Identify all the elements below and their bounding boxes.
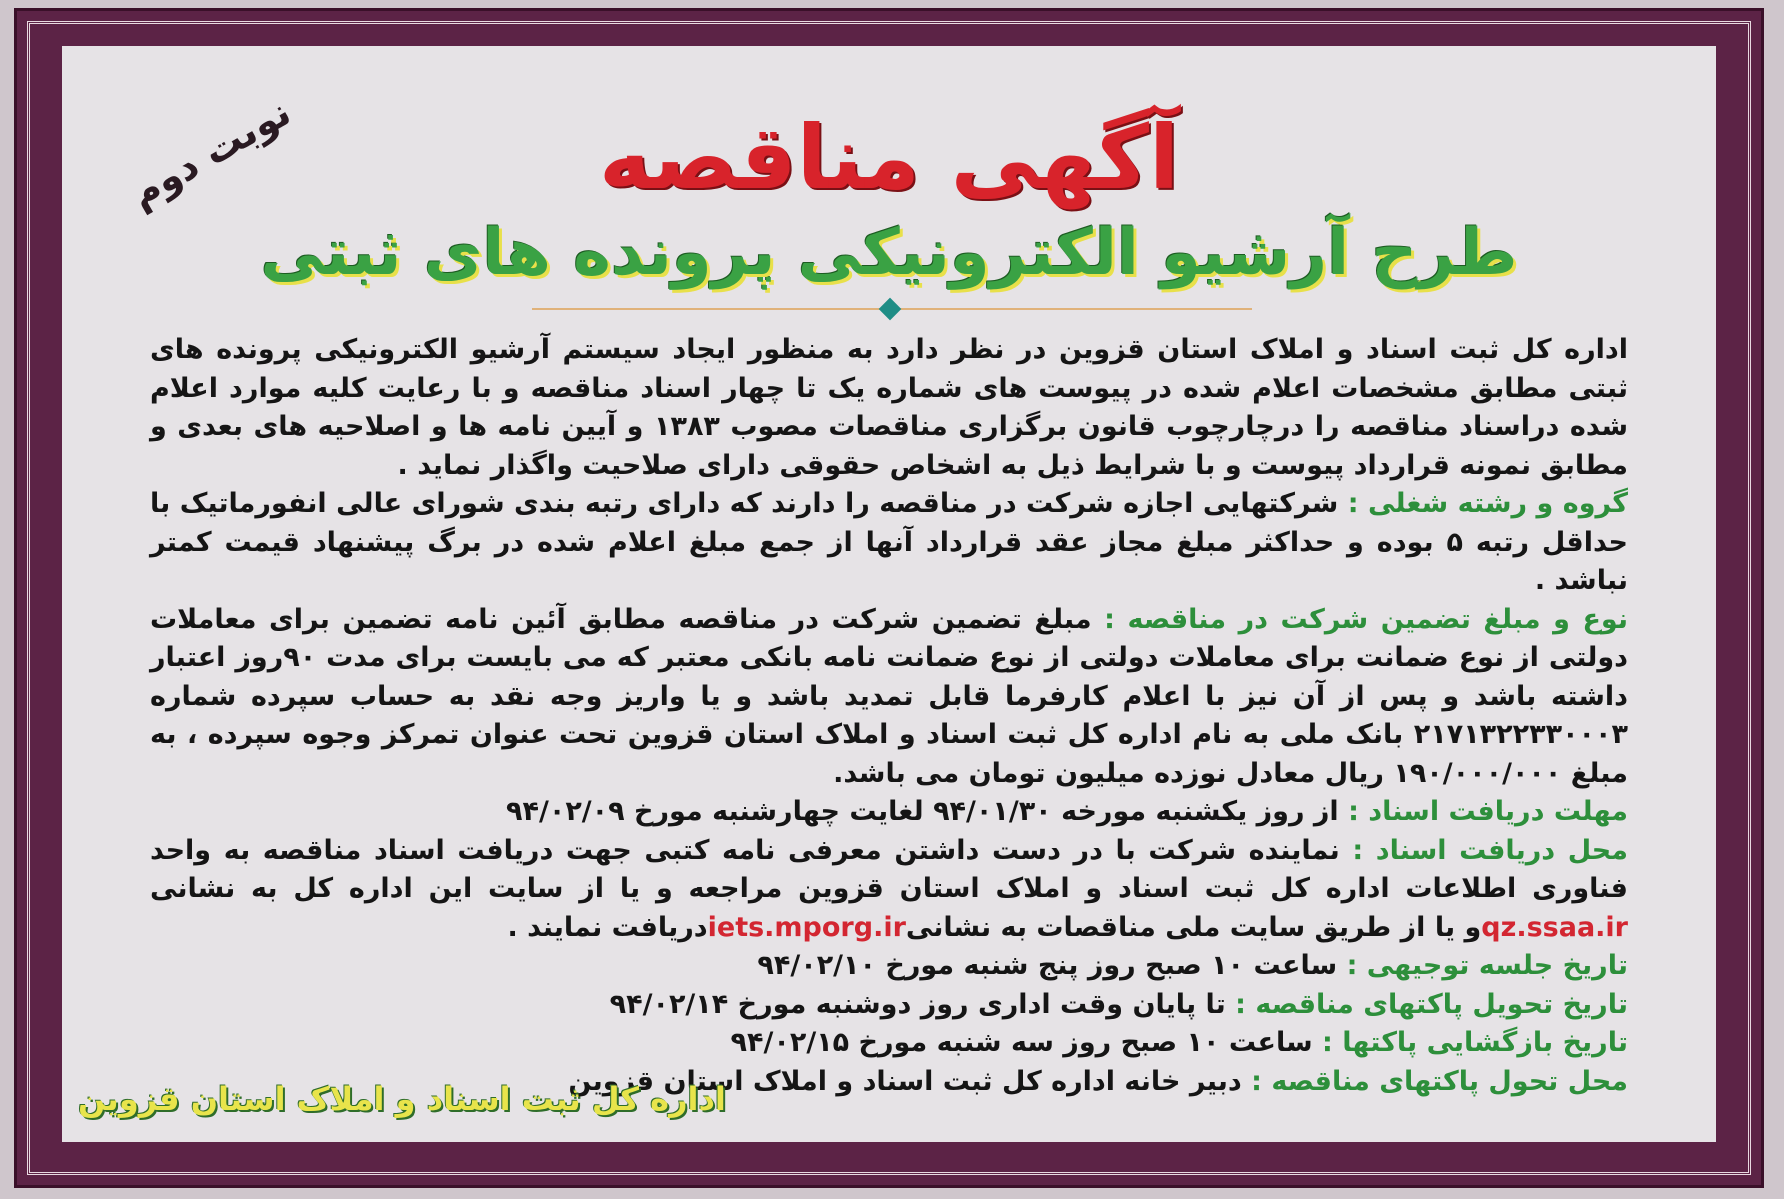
- section-label: محل تحول پاکتهای مناقصه :: [1251, 1065, 1628, 1097]
- section-text: دریافت نمایند .: [507, 911, 708, 943]
- website-link-iets[interactable]: iets.mporg.ir: [707, 911, 906, 943]
- intro-paragraph: [150, 331, 1628, 485]
- section-label: گروه و رشته شغلی :: [1347, 488, 1628, 519]
- notice-title: آگهی مناقصه: [598, 106, 1180, 209]
- section-opening: [150, 1024, 1628, 1063]
- issuer-signature: اداره کل ثبت اسناد و املاک استان قزوین: [78, 1080, 726, 1118]
- section-text: مبلغ تضمین شرکت در مناقصه مطابق آئین نامه تضمین برای معاملات دولتی از نوع ضمانت برای معاملات دولتی از نوع ضمانت نامه بانکی معتبر که می بایست برای مدت ۹۰روز اعتبار داشته باشد و پس از آن نیز با اعلام کارفرما قابل تمدید باشد و یا واریز وجه نقد به حساب سپرده شماره ۲۱۷۱۳۲۲۳۳۰۰۰۳ بانک ملی به نام اداره کل ثبت اسناد و املاک استان قزوین تحت عنوان تمرکز وجوه سپرده ، به مبلغ ۱۹۰/۰۰۰/۰۰۰ ریال معادل نوزده میلیون تومان می باشد.: [150, 603, 1628, 789]
- section-label: محل دریافت اسناد :: [1352, 834, 1628, 866]
- section-text: از روز یکشنبه مورخه ۹۴/۰۱/۳۰ لغایت چهارشنبه مورخ ۹۴/۰۲/۰۹: [506, 796, 1349, 827]
- notice-subtitle: طرح آرشیو الکترونیکی پرونده های ثبتی: [260, 216, 1518, 290]
- notice-body: [150, 331, 1628, 1101]
- section-text: نماینده شرکت با در دست داشتن معرفی نامه کتبی جهت دریافت اسناد مناقصه به واحد فناوری اطلاعات اداره کل ثبت اسناد و املاک استان قزوین مراجعه و یا از سایت این اداره کل به نشانی: [150, 834, 1628, 904]
- section-text: تا پایان وقت اداری روز دوشنبه مورخ ۹۴/۰۲/۱۴: [609, 988, 1236, 1020]
- section-label: نوع و مبلغ تضمین شرکت در مناقصه :: [1104, 603, 1628, 635]
- section-delivery: [150, 986, 1628, 1025]
- section-deadline: [150, 793, 1628, 832]
- section-text: دبیر خانه اداره کل ثبت اسناد و املاک استان قزوین: [568, 1065, 1252, 1097]
- section-label: تاریخ جلسه توجیهی :: [1346, 950, 1628, 981]
- section-label: تاریخ بازگشایی پاکتها :: [1322, 1027, 1628, 1058]
- section-label: تاریخ تحویل پاکتهای مناقصه :: [1235, 988, 1628, 1020]
- section-text: ساعت ۱۰ صبح روز پنج شنبه مورخ ۹۴/۰۲/۱۰: [757, 950, 1347, 981]
- section-text: شرکتهایی اجازه شرکت در مناقصه را دارند که دارای رتبه بندی شورای عالی انفورماتیک با حداقل رتبه ۵ بوده و حداکثر مبلغ مجاز عقد قرارداد آنها از جمع مبلغ اعلام شده در برگ پیشنهاد قیمت کمتر نباشد .: [150, 488, 1629, 596]
- round-badge: نوبت دوم: [122, 89, 298, 217]
- section-group: [150, 485, 1628, 601]
- section-location: [150, 832, 1628, 948]
- section-text: و یا از طریق سایت ملی مناقصات به نشانی: [905, 911, 1482, 943]
- section-guarantee: [150, 601, 1628, 794]
- section-label: مهلت دریافت اسناد :: [1348, 796, 1628, 827]
- intro-text: اداره کل ثبت اسناد و املاک استان قزوین در نظر دارد به منظور ایجاد سیستم آرشیو الکترونیکی پرونده های ثبتی مطابق مشخصات اعلام شده در پیوست های شماره یک تا چهار اسناد مناقصه و با رعایت کلیه موارد اعلام شده دراسناد مناقصه را درچارچوب قانون برگزاری مناقصات مصوب ۱۳۸۳ و آیین نامه ها و اصلاحیه های بعدی و مطابق نمونه قرارداد پیوست و با شرایط ذیل به اشخاص حقوقی دارای صلاحیت واگذار نماید .: [150, 334, 1628, 481]
- divider-ornament: [879, 298, 902, 321]
- website-link-qz[interactable]: qz.ssaa.ir: [1481, 911, 1628, 943]
- section-briefing: [150, 947, 1628, 986]
- notice-paper: [62, 46, 1716, 1142]
- section-text: ساعت ۱۰ صبح روز سه شنبه مورخ ۹۴/۰۲/۱۵: [730, 1027, 1323, 1058]
